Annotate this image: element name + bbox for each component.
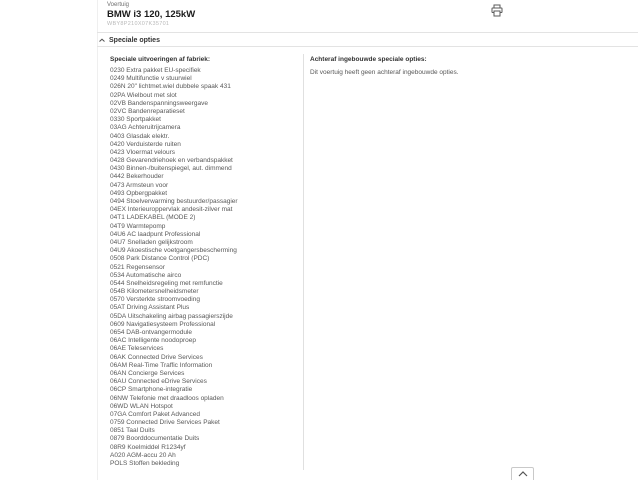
option-item: 0494 Stoelverwarming bestuurder/passagier [110, 198, 238, 205]
option-item: 0654 DAB-ontvangermodule [110, 329, 193, 336]
option-item: 0759 Connected Drive Services Paket [110, 419, 220, 427]
chevron-up-icon [518, 468, 528, 477]
section-header-speciale-opties[interactable] [99, 35, 160, 45]
option-item: 06AM Real-Time Traffic Information [110, 361, 213, 369]
section-title: Speciale opties [109, 36, 160, 44]
option-item: 05AT Driving Assistant Plus [110, 304, 190, 312]
option-item: 0423 Vloermat velours [110, 148, 176, 156]
option-item: 06WD WLAN Hotspot [110, 402, 173, 410]
option-item: 06AN Concierge Services [110, 369, 185, 377]
factory-options-list [110, 67, 300, 468]
option-item: 0544 Snelheidsregeling met remfunctie [110, 279, 223, 287]
option-item: 04T9 Warmtepomp [110, 222, 166, 230]
option-item: 02PA Wielbout met slot [110, 91, 177, 99]
option-item: 0420 Verduisterde ruiten [110, 140, 181, 148]
vehicle-label: Voertuig [107, 2, 130, 8]
content-left-divider [97, 0, 98, 480]
option-item: 04U6 AC laadpunt Professional [110, 230, 201, 238]
option-item: 06AE Teleservices [110, 345, 164, 353]
option-item: 0428 Gevarendriehoek en verbandspakket [110, 157, 233, 165]
option-item: 0570 Versterkte stroomvoeding [110, 296, 200, 304]
option-item: 06AC Intelligente noodoproep [110, 337, 197, 345]
option-item: 0403 Glasdak elektr. [110, 132, 170, 140]
option-item: 026N 20" lichtmet.wiel dubbele spaak 431 [110, 83, 231, 91]
option-item: 02VB Bandenspanningsweergave [110, 99, 208, 107]
option-item: 0493 Opbergpakket [110, 189, 168, 197]
option-item: 04EX Interieuroppervlak andesit-zilver mat [110, 206, 233, 214]
column-divider [303, 54, 304, 470]
print-button[interactable] [488, 2, 506, 18]
option-item: 03AG Achteruitrijcamera [110, 124, 181, 132]
option-item: 06CP Smartphone-integratie [110, 386, 193, 394]
option-item: 0473 Armsteun voor [110, 181, 169, 189]
option-item: 0249 Multifunctie v stuurwiel [110, 75, 192, 83]
option-item: 06NW Telefonie met draadloos opladen [110, 394, 224, 402]
option-item: 04U7 Snelladen gelijkstroom [110, 238, 193, 246]
option-item: 06AU Connected eDrive Services [110, 378, 207, 386]
option-item: POLS Stoffen bekleding [110, 460, 180, 467]
option-item: 05DA Uitschakeling airbag passagierszijde [110, 312, 233, 320]
vehicle-vin: WBY8P210X07K35701 [107, 21, 170, 27]
option-item: 0534 Automatische airco [110, 271, 182, 279]
option-item: 0851 Taal Duits [110, 427, 155, 435]
factory-options-heading: Speciale uitvoeringen af fabriek: [110, 56, 211, 63]
option-item: 0230 Extra pakket EU-specifiek [110, 67, 201, 74]
option-item: 0330 Sportpakket [110, 116, 161, 124]
scroll-to-top-button[interactable] [511, 467, 534, 480]
option-item: 0521 Regensensor [110, 263, 165, 271]
option-item: 07GA Comfort Paket Advanced [110, 410, 200, 418]
collapse-chevron-up-icon [99, 38, 105, 43]
option-item: 0508 Park Distance Control (PDC) [110, 255, 210, 263]
option-item: 0442 Bekerhouder [110, 173, 164, 181]
vehicle-title: BMW i3 120, 125kW [107, 9, 196, 20]
option-item: 04T1 LADEKABEL (MODE 2) [110, 214, 196, 222]
section-divider [97, 46, 638, 47]
header-divider [97, 32, 638, 33]
option-item: 04U9 Akoestische voetgangersbescherming [110, 247, 237, 255]
option-item: 06AK Connected Drive Services [110, 353, 203, 361]
option-item: 0609 Navigatiesysteem Professional [110, 320, 216, 328]
option-item: 02VC Bandenreparatieset [110, 107, 185, 115]
option-item: 08R9 Koelmiddel R1234yf [110, 443, 186, 451]
retrofit-options-heading: Achteraf ingebouwde speciale opties: [310, 56, 427, 63]
option-item: 0879 Boorddocumentatie Duits [110, 435, 200, 443]
printer-icon [488, 4, 506, 17]
retrofit-options-text: Dit voertuig heeft geen achteraf ingebouwde opties. [310, 69, 459, 76]
option-item: 0430 Binnen-/buitenspiegel, aut. dimmend [110, 165, 232, 173]
option-item: A020 AGM-accu 20 Ah [110, 451, 176, 459]
option-item: 054B Kilometersnelheidsmeter [110, 288, 199, 296]
